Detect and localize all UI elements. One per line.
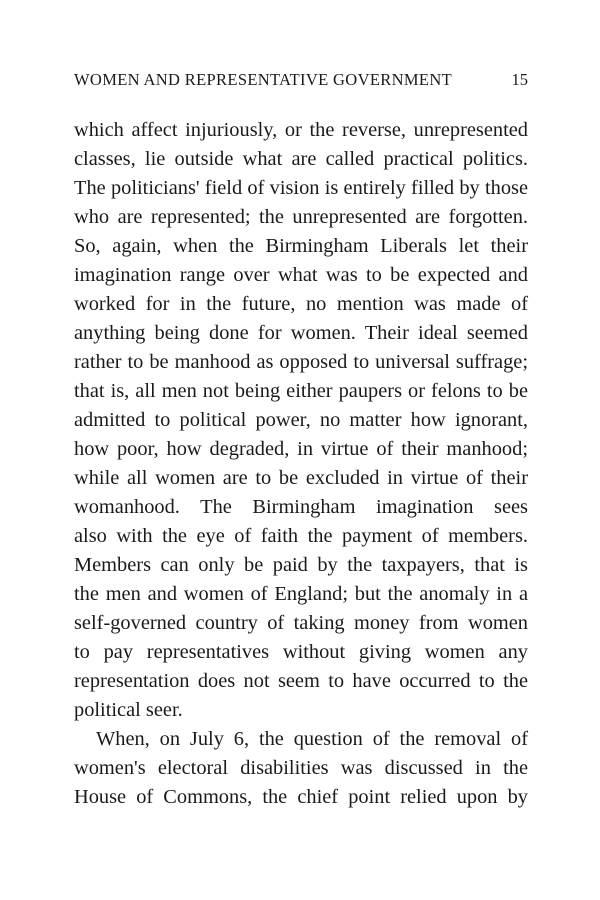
text-line: The politicians' field of vision is entirely filled by those bbox=[74, 177, 528, 199]
text-line: So, again, when the Birmingham Liberals let their bbox=[74, 235, 528, 257]
text-line: worked for in the future, no mention was made of bbox=[74, 293, 528, 315]
text-line: self-governed country of taking money from women bbox=[74, 612, 528, 634]
text-line: admitted to political power, no matter how ignorant, bbox=[74, 409, 528, 431]
text-line: womanhood. The Birmingham imagination sees bbox=[74, 496, 528, 518]
page-number: 15 bbox=[511, 70, 528, 89]
running-head bbox=[74, 70, 528, 94]
body-text bbox=[74, 116, 528, 812]
text-line: Members can only be paid by the taxpayers, that is bbox=[74, 554, 528, 576]
text-line: classes, lie outside what are called practical politics. bbox=[74, 148, 528, 170]
text-line: that is, all men not being either paupers or felons to be bbox=[74, 380, 528, 402]
text-line: to pay representatives without giving women any bbox=[74, 641, 528, 663]
text-line: women's electoral disabilities was discussed in the bbox=[74, 757, 528, 779]
text-line: how poor, how degraded, in virtue of their manhood; bbox=[74, 438, 528, 460]
paragraph-1 bbox=[74, 116, 528, 725]
text-line: representation does not seem to have occurred to the bbox=[74, 670, 528, 692]
text-line: imagination range over what was to be expected and bbox=[74, 264, 528, 286]
text-line: anything being done for women. Their ideal seemed bbox=[74, 322, 528, 344]
running-title: WOMEN AND REPRESENTATIVE GOVERNMENT bbox=[74, 70, 453, 89]
text-line: who are represented; the unrepresented are forgotten. bbox=[74, 206, 528, 228]
paragraph-2 bbox=[74, 725, 528, 812]
text-line: House of Commons, the chief point relied upon by bbox=[74, 786, 528, 808]
text-line: the men and women of England; but the anomaly in a bbox=[74, 583, 528, 605]
text-line: which affect injuriously, or the reverse, unrepresented bbox=[74, 119, 528, 141]
text-line: When, on July 6, the question of the removal of bbox=[96, 728, 528, 750]
text-line: political seer. bbox=[74, 699, 183, 721]
text-line: rather to be manhood as opposed to universal suffrage; bbox=[74, 351, 528, 373]
text-line: while all women are to be excluded in virtue of their bbox=[74, 467, 528, 489]
text-line: also with the eye of faith the payment of members. bbox=[74, 525, 528, 547]
